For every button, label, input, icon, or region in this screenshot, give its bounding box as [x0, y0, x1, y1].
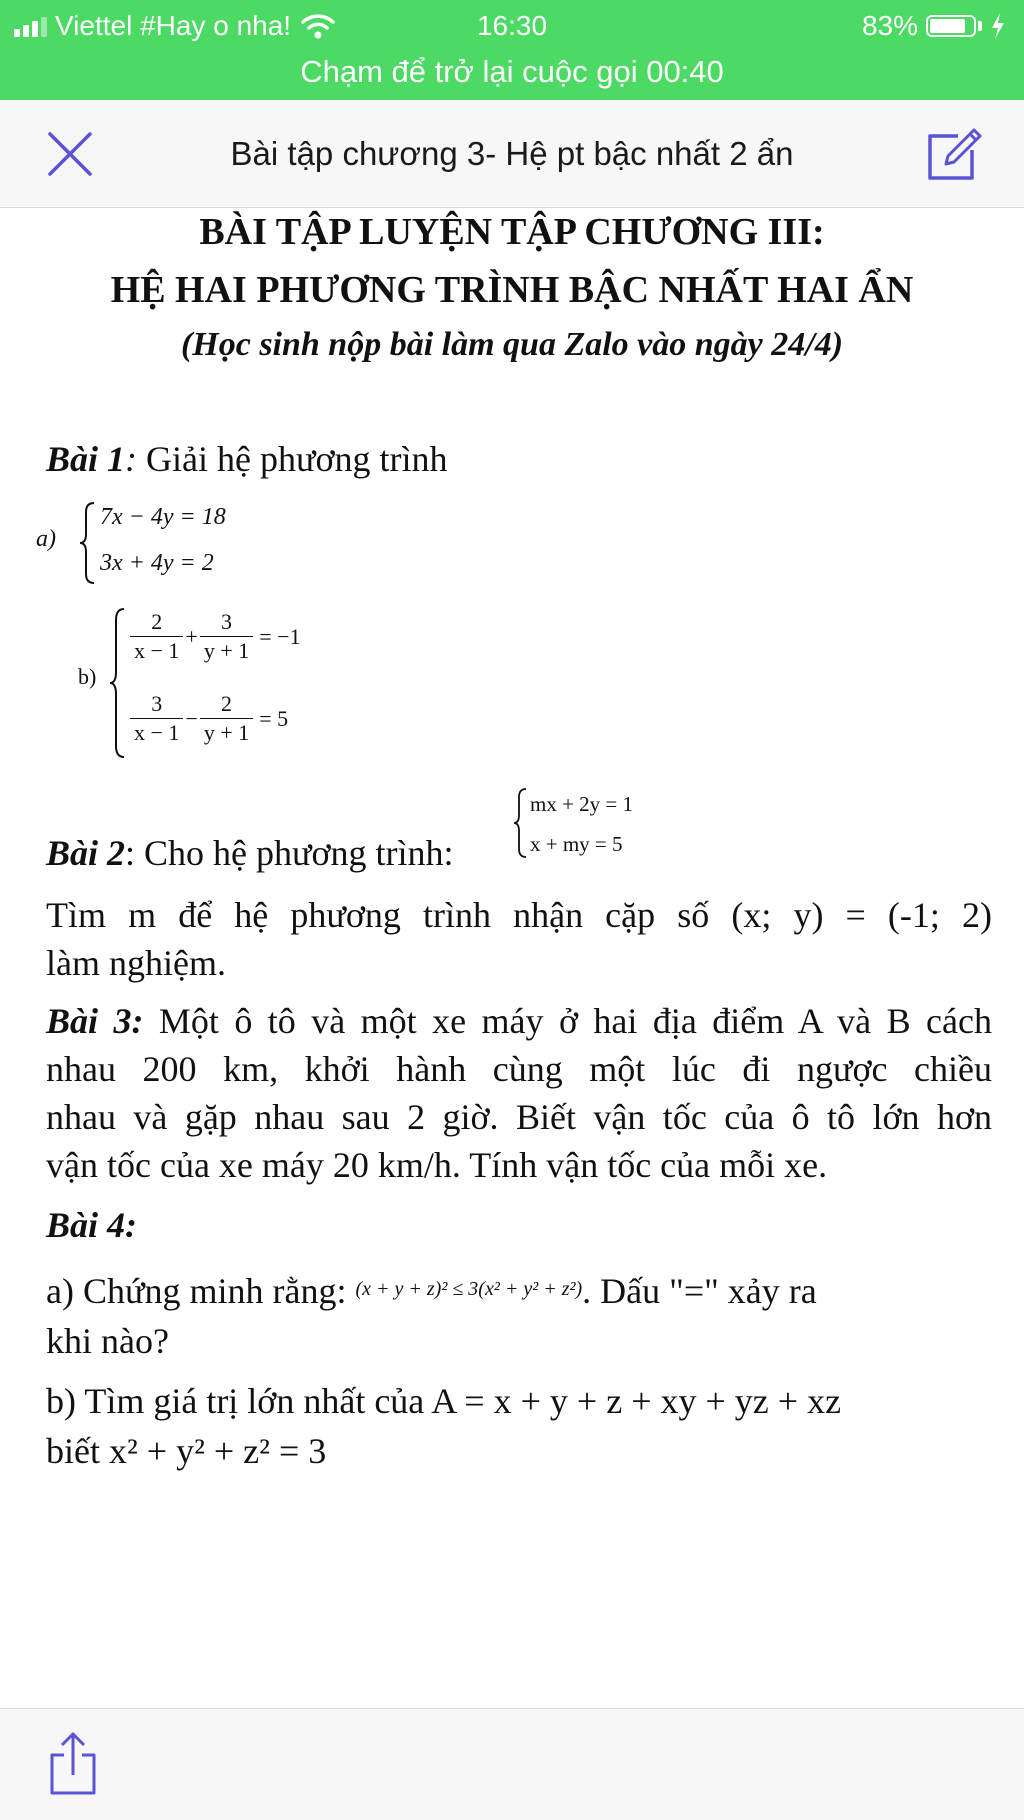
- fraction: [200, 690, 253, 747]
- bai1-colon: :: [125, 439, 138, 479]
- return-to-call-banner[interactable]: Chạm để trở lại cuộc gọi 00:40: [300, 54, 724, 89]
- battery-percent: 83%: [861, 10, 918, 41]
- compose-icon[interactable]: [924, 122, 986, 184]
- fraction: [130, 690, 183, 747]
- operator: −: [185, 705, 198, 731]
- bai2-label: Bài 2: [46, 833, 126, 873]
- bai1-b-label: b): [78, 664, 97, 689]
- bai2-heading: [46, 832, 454, 874]
- nav-title: Bài tập chương 3- Hệ pt bậc nhất 2 ẩn: [230, 135, 794, 172]
- fraction: [130, 608, 183, 665]
- fraction: [200, 608, 253, 665]
- doc-title-line2: HỆ HAI PHƯƠNG TRÌNH BẬC NHẤT HAI ẨN: [110, 269, 914, 311]
- battery-tip: [978, 21, 982, 31]
- bai1-b-brace: [108, 606, 126, 760]
- bai1-text: Giải hệ phương trình: [137, 439, 448, 479]
- bai2-text: : Cho hệ phương trình:: [125, 833, 454, 873]
- doc-subtitle: (Học sinh nộp bài làm qua Zalo vào ngày 24/4): [180, 326, 844, 363]
- bai1-label: Bài 1: [46, 439, 126, 479]
- bai3-line3: nhau và gặp nhau sau 2 giờ. Biết vận tốc của ô tô lớn hơn: [46, 1097, 992, 1137]
- bai4-label: Bài 4:: [46, 1205, 138, 1245]
- bai2-eq1: mx + 2y = 1: [530, 792, 634, 816]
- bai4-a-suffix: . Dấu "=" xảy ra: [582, 1271, 817, 1311]
- bai3-line1: Bài 3: Một ô tô và một xe máy ở hai địa điểm A và B cách: [46, 1001, 992, 1041]
- carrier-name: Viettel #Hay o nha!: [55, 10, 292, 41]
- clock: 16:30: [476, 10, 548, 41]
- numerator: 2: [200, 690, 253, 719]
- bai4-b-line1: b) Tìm giá trị lớn nhất của A = x + y + z + xy + yz + xz: [46, 1381, 842, 1421]
- rhs: = 5: [259, 705, 289, 731]
- bai2-line1: Tìm m để hệ phương trình nhận cặp số (x; y) = (-1; 2): [46, 895, 992, 935]
- bai4-b-line2: biết x² + y² + z² = 3: [46, 1431, 327, 1471]
- denominator: x − 1: [134, 720, 180, 745]
- bai3-line4: vận tốc của xe máy 20 km/h. Tính vận tốc của mỗi xe.: [46, 1145, 828, 1185]
- document: [0, 208, 1024, 1708]
- bai1-a-label: a): [36, 526, 56, 552]
- bai2-brace: [512, 786, 528, 860]
- bai1-b-eq2: [128, 690, 288, 747]
- bai4-a-prefix: a) Chứng minh rằng:: [46, 1271, 356, 1311]
- numerator: 3: [200, 608, 253, 637]
- battery-icon: [926, 15, 976, 37]
- bai1-heading: [46, 438, 448, 480]
- denominator: x − 1: [134, 638, 180, 663]
- operator: +: [185, 623, 198, 649]
- bai1-b-eq1: [128, 608, 301, 665]
- charging-icon: [990, 13, 1006, 39]
- bai3-label: Bài 3:: [46, 1001, 144, 1041]
- bottom-toolbar: [0, 1708, 1024, 1820]
- bai2-eq2: x + my = 5: [530, 832, 623, 856]
- call-status-bar[interactable]: [0, 0, 1024, 100]
- denominator: y + 1: [203, 720, 250, 745]
- battery-area: [862, 8, 1006, 44]
- bai1-a-eq1: 7x − 4y = 18: [100, 504, 226, 530]
- bai4-a-line1: [46, 1270, 817, 1312]
- bai2-line2: làm nghiệm.: [46, 943, 226, 983]
- share-icon[interactable]: [48, 1731, 98, 1797]
- bai4-a-math: (x + y + z)² ≤ 3(x² + y² + z²): [355, 1278, 583, 1300]
- bai4-a-line2: khi nào?: [46, 1321, 169, 1361]
- numerator: 2: [130, 608, 183, 637]
- bai3-line2: nhau 200 km, khởi hành cùng một lúc đi ngược chiều: [46, 1049, 992, 1089]
- rhs: = −1: [259, 623, 301, 649]
- bai1-a-eq2: 3x + 4y = 2: [100, 550, 214, 576]
- battery-level: [930, 19, 965, 33]
- bai1-a-brace: [78, 500, 96, 586]
- doc-title-line1: BÀI TẬP LUYỆN TẬP CHƯƠNG III:: [199, 211, 825, 253]
- numerator: 3: [130, 690, 183, 719]
- close-icon[interactable]: [44, 128, 96, 180]
- denominator: y + 1: [203, 638, 250, 663]
- nav-bar: [0, 100, 1024, 208]
